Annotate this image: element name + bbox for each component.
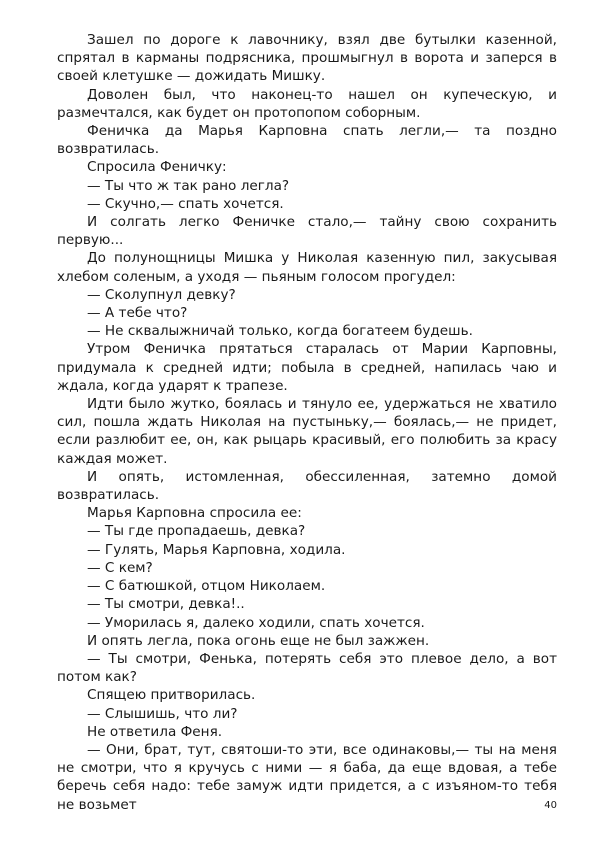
dialogue-line: — Не сквалыжничай только, когда богатеем будешь. (87, 323, 473, 340)
paragraph: И опять легла, пока огонь еще не был зажжен. (87, 632, 430, 649)
paragraph: И опять, истомленная, обессиленная, затемно домой возвратилась. (57, 468, 557, 504)
dialogue-line: — С кем? (87, 559, 153, 576)
dialogue-line: — Ты смотри, девка!.. (87, 596, 245, 613)
dialogue-line: — Ты что ж так рано легла? (87, 177, 290, 194)
dialogue-line: — Ты смотри, Фенька, потерять себя это плевое дело, а вот потом как? (57, 650, 557, 686)
paragraph: Идти было жутко, боялась и тянуло ее, удержаться не хватило сил, пошла ждать Николая на пустыньку,— боялась,— не придет, если разлюбит ее, он, как рыцарь красивый, его полюбить за красу каждая может. (57, 396, 557, 467)
paragraph: Феничка да Марья Карповна спать легли,— та поздно возвратилась. (57, 123, 557, 158)
page-number: 40 (544, 800, 557, 811)
dialogue-line: — Ты где пропадаешь, девка? (87, 523, 306, 540)
paragraph: И солгать легко Феничке стало,— тайну свою сохранить первую... (57, 214, 557, 249)
dialogue-line: — Уморилась я, далеко ходили, спать хочется. (87, 614, 425, 631)
dialogue-line: — Они, брат, тут, святоши-то эти, все одинаковы,— ты на меня не смотри, что я кручусь с ними — я баба, да еще вдовая, а тебе беречь себя надо: тебе замуж идти придется, а с изъяном-то тебя не возьмет (57, 741, 557, 813)
paragraph: Спящею притворилась. (87, 687, 256, 704)
dialogue-line: — Слышишь, что ли? (87, 705, 238, 722)
dialogue-line: — С батюшкой, отцом Николаем. (87, 578, 326, 595)
dialogue-line: — Гулять, Марья Карповна, ходила. (87, 541, 346, 558)
dialogue-line: — А тебе что? (87, 305, 188, 322)
paragraph: Не ответила Феня. (87, 723, 223, 740)
paragraph: Зашел по дороге к лавочнику, взял две бутылки казенной, спрятал в карманы подрясника, прошмыгнул в ворота и заперся в своей клетушке — дожидать Мишку. (57, 32, 557, 85)
paragraph: Марья Карповна спросила ее: (87, 505, 302, 522)
dialogue-line: — Скучно,— спать хочется. (87, 195, 284, 212)
paragraph: Доволен был, что наконец-то нашел он купеческую, и размечтался, как будет он протопопом соборным. (57, 86, 557, 121)
paragraph: Спросила Феничку: (87, 159, 227, 176)
dialogue-line: — Сколупнул девку? (87, 286, 236, 303)
paragraph: До полунощницы Мишка у Николая казенную пил, закусывая хлебом соленым, а уходя — пьяным голосом прогудел: (57, 250, 557, 285)
body-text (57, 31, 557, 814)
paragraph: Утром Феничка прятаться старалась от Марии Карповны, придумала к средней идти; побыла в средней, напилась чаю и ждала, когда ударят к трапезе. (57, 341, 557, 394)
